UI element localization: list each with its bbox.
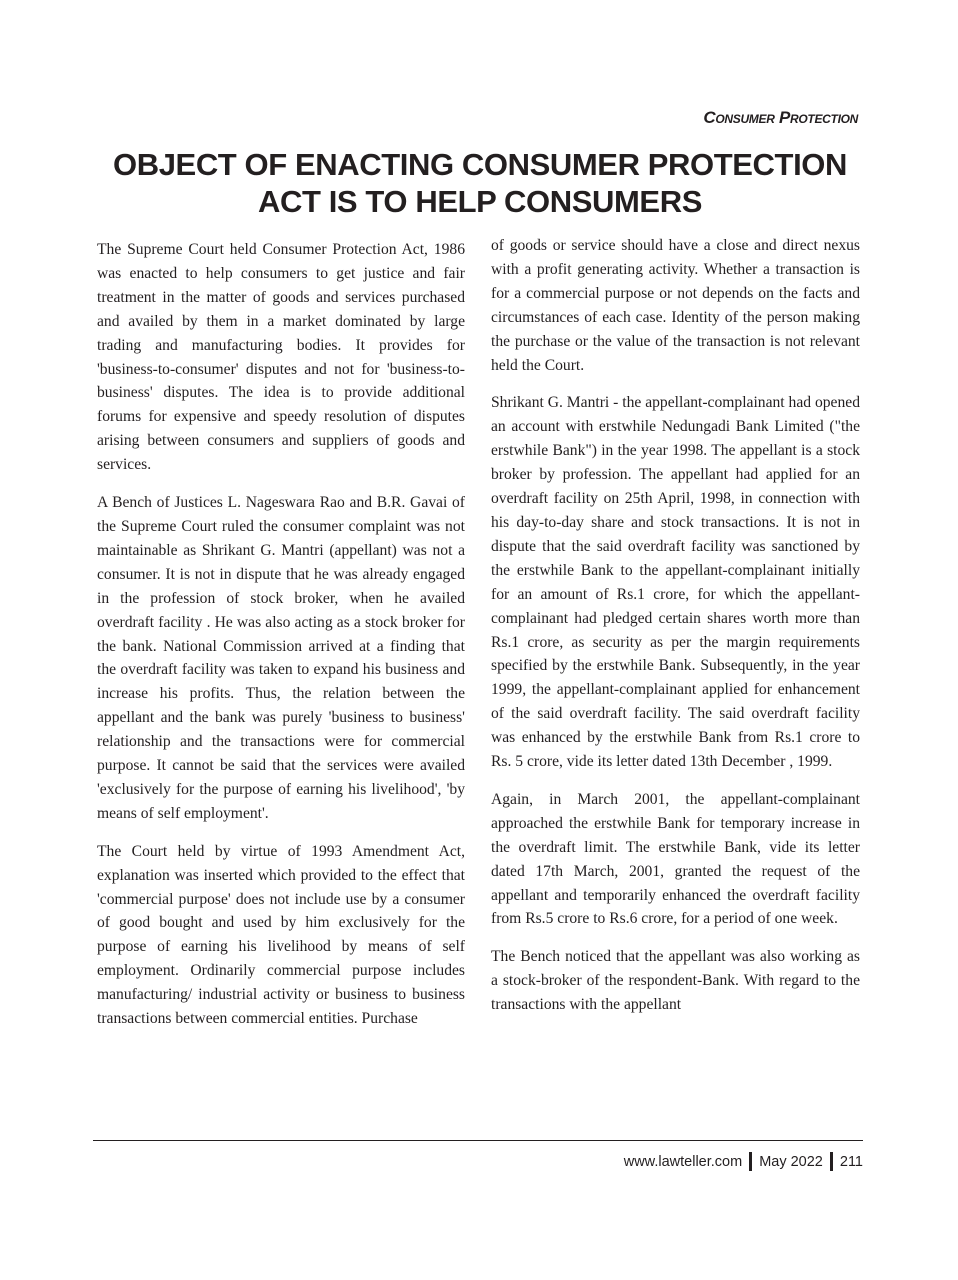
paragraph: The Supreme Court held Consumer Protection Act, 1986 was enacted to help consumers to get justice and fair treatment in the matter of goods and services purchased and availed by them in a market dominated by large trading and manufacturing bodies. It provides for 'business-to-consumer' disputes and not for 'business-to-business' disputes. The idea is to provide additional forums for expensive and speedy resolution of disputes arising between consumers and suppliers of goods and services. xyxy=(97,241,465,474)
paragraph: The Court held by virtue of 1993 Amendment Act, explanation was inserted which provided to the effect that 'commercial purpose' does not include use by a consumer of good bought and used by him exclusively for the purpose of earning his livelihood by means of self employment. Ordinarily commercial purpose includes manufacturing/ industrial activity or business to business transactions between commercial entities. Purchase xyxy=(97,842,465,1028)
paragraph: Again, in March 2001, the appellant-complainant approached the erstwhile Bank for temporary increase in the overdraft limit. The erstwhile Bank, vide its letter dated 17th March, 2001, granted the request of the appellant and temporarily enhanced the overdraft facility from Rs.5 crore to Rs.6 crore, for a period of one week. xyxy=(491,790,860,928)
footer-separator xyxy=(749,1152,752,1171)
issue-date: May 2022 xyxy=(759,1153,823,1170)
paragraph: A Bench of Justices L. Nageswara Rao and B.R. Gavai of the Supreme Court ruled the consumer complaint was not maintainable as Shrikant G. Mantri (appellant) was not a consumer. It is not in dispute that he was already engaged in the profession of stock broker, when he availed overdraft facility . He was also acting as a stock broker for the bank. National Commission arrived at a finding that the overdraft facility was taken to expand his business and increase his profits. Thus, the relation between the appellant and the bank was purely 'business to business' relationship and the transactions were for commercial purpose. It cannot be said that the services were availed 'exclusively for the purpose of earning his livelihood', 'by means of self employment'. xyxy=(97,494,465,822)
paragraph: of goods or service should have a close and direct nexus with a profit generating activity. Whether a transaction is for a commercial purpose or not depends on the facts and circumstances of each case. Identity of the person making the purchase or the value of the transaction is not relevant held the Court. xyxy=(491,237,860,374)
page-footer xyxy=(624,1152,863,1171)
right-column xyxy=(491,234,860,1031)
section-label: Consumer Protection xyxy=(703,108,858,127)
title-line-1: OBJECT OF ENACTING CONSUMER PROTECTION xyxy=(113,147,847,182)
page-number: 211 xyxy=(839,1153,863,1170)
paragraph: Shrikant G. Mantri - the appellant-complainant had opened an account with erstwhile Nedungadi Bank Limited ("the erstwhile Bank") in the year 1998. The appellant is a stock broker by profession. The appellant had applied for an overdraft facility on 25th April, 1998, in connection with his day-to-day share and stock transactions. It is not in dispute that the said overdraft facility was sanctioned by the erstwhile Bank to the appellant-complainant initially for an amount of Rs.1 crore, for which the appellant-complainant had pledged certain shares worth more than Rs.1 crore, as security as per the margin requirements specified by the erstwhile Bank. Subsequently, in the year 1999, the appellant-complainant applied for enhancement of the said overdraft facility. The said overdraft facility was enhanced by the erstwhile Bank from Rs.1 crore to Rs. 5 crore, vide its letter dated 13th December , 1999. xyxy=(491,394,860,771)
article-title xyxy=(60,146,900,220)
footer-separator xyxy=(830,1152,833,1171)
footer-divider xyxy=(93,1140,863,1141)
paragraph: The Bench noticed that the appellant was also working as a stock-broker of the respondent-Bank. With regard to the transactions with the appellant xyxy=(491,948,860,1014)
title-line-2: ACT IS TO HELP CONSUMERS xyxy=(258,184,702,219)
website-link[interactable]: www.lawteller.com xyxy=(623,1153,743,1170)
left-column xyxy=(97,238,465,1045)
